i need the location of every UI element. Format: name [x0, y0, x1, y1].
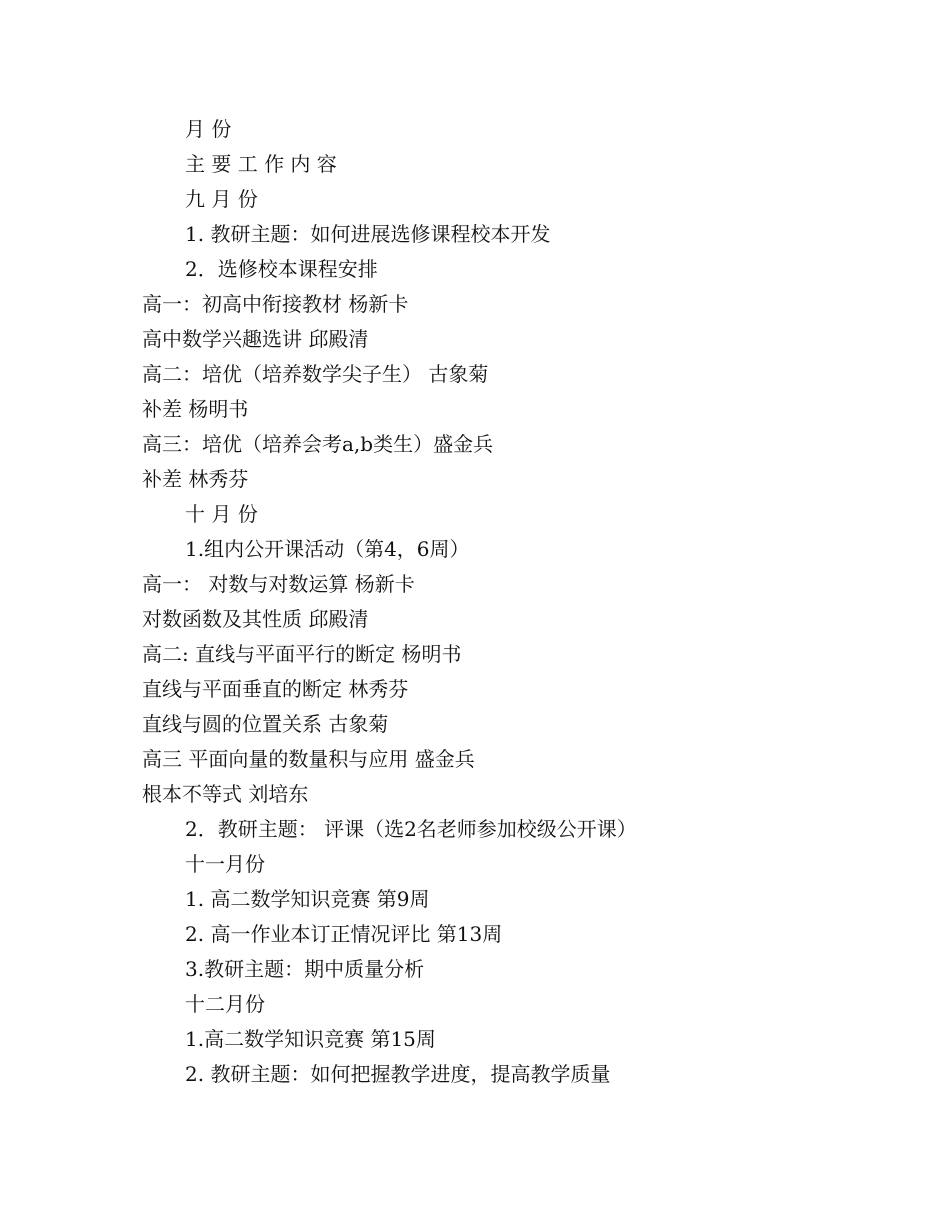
text-line: 1. 高二数学知识竞赛 第9周 — [185, 887, 430, 911]
text-line: 根本不等式 刘培东 — [142, 782, 309, 806]
text-line: 月 份 — [185, 117, 232, 141]
month-heading: 十 月 份 — [185, 502, 258, 526]
text-line: 补差 林秀芬 — [142, 467, 249, 491]
month-heading: 十二月份 — [185, 992, 265, 1016]
text-line: 3.教研主题：期中质量分析 — [185, 957, 425, 981]
text-line: 2．选修校本课程安排 — [185, 257, 378, 281]
text-line: 高一：初高中衔接教材 杨新卡 — [142, 292, 409, 316]
text-line: 1.高二数学知识竞赛 第15周 — [185, 1027, 436, 1051]
text-line: 2. 教研主题：如何把握教学进度，提高教学质量 — [185, 1062, 611, 1086]
text-line: 主 要 工 作 内 容 — [185, 152, 337, 176]
text-line: 2. 高一作业本订正情况评比 第13周 — [185, 922, 503, 946]
text-line: 高三 平面向量的数量积与应用 盛金兵 — [142, 747, 475, 771]
text-line: 1.组内公开课活动（第4，6周） — [185, 537, 470, 561]
text-line: 直线与圆的位置关系 古象菊 — [142, 712, 389, 736]
text-line: 补差 杨明书 — [142, 397, 249, 421]
text-line: 高二：培优（培养数学尖子生） 古象菊 — [142, 362, 489, 386]
text-line: 高三：培优（培养会考a,b类生）盛金兵 — [142, 432, 494, 456]
month-heading: 十一月份 — [185, 852, 265, 876]
text-line: 高二: 直线与平面平行的断定 杨明书 — [142, 642, 462, 666]
document-body — [0, 112, 950, 1092]
month-heading: 九 月 份 — [185, 187, 258, 211]
text-line: 对数函数及其性质 邱殿清 — [142, 607, 369, 631]
text-line: 高中数学兴趣选讲 邱殿清 — [142, 327, 369, 351]
text-line: 1. 教研主题：如何进展选修课程校本开发 — [185, 222, 551, 246]
text-line: 高一： 对数与对数运算 杨新卡 — [142, 572, 415, 596]
text-line: 直线与平面垂直的断定 林秀芬 — [142, 677, 409, 701]
text-line: 2．教研主题： 评课（选2名老师参加校级公开课） — [185, 817, 637, 841]
